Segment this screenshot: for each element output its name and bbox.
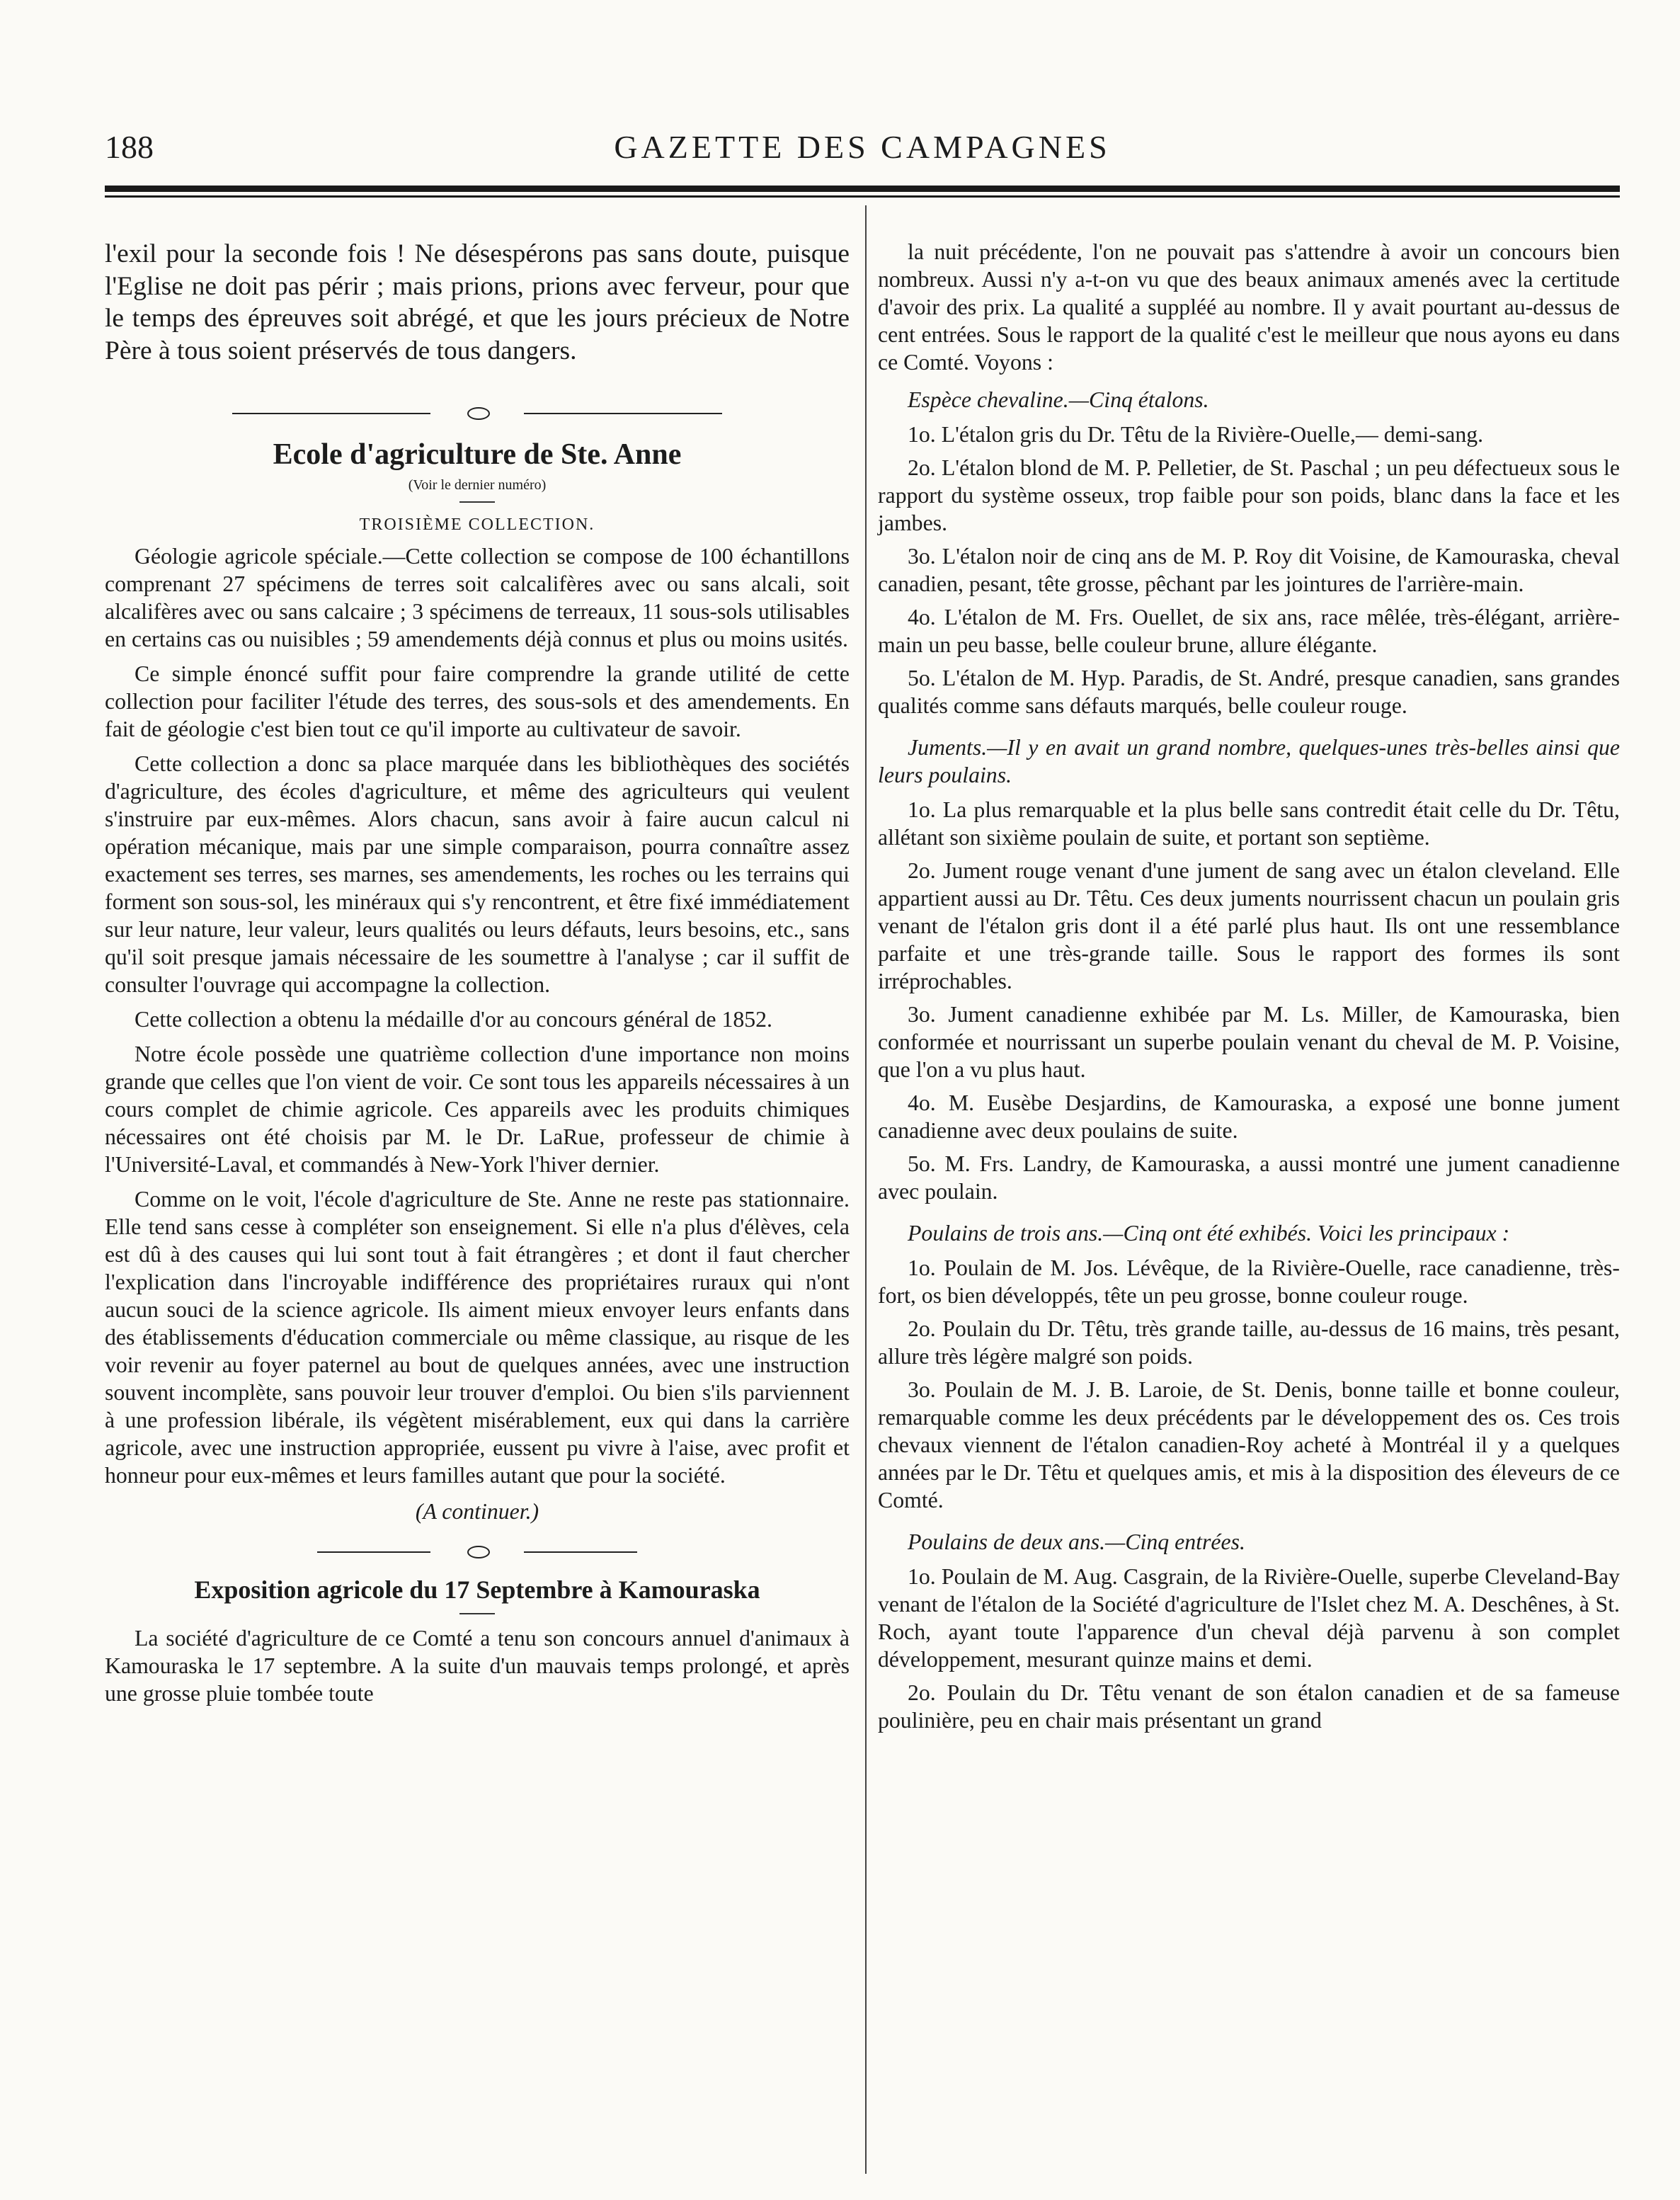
ornament-divider (105, 399, 850, 428)
ornament-center (467, 407, 490, 420)
ornament-center (467, 1546, 490, 1558)
ornament-line-left (232, 413, 430, 414)
ornament-line-right (524, 1551, 637, 1553)
article-heading-2: Exposition agricole du 17 Septembre à Kamouraska (194, 1575, 760, 1604)
list-item: 1o. La plus remarquable et la plus belle sans contredit était celle du Dr. Têtu, allétant son sixième poulain de suite, et portant son septième. (878, 797, 1620, 850)
ornament-divider-2 (105, 1538, 850, 1566)
continue-mark: (A continuer.) (415, 1499, 539, 1524)
list-item: 1o. L'étalon gris du Dr. Têtu de la Rivière-Ouelle,— demi-sang. (908, 422, 1484, 447)
page-header (105, 126, 1620, 176)
column-divider (865, 205, 867, 2174)
paragraph: Cette collection a donc sa place marquée dans les bibliothèques des sociétés d'agriculture, des écoles d'agriculture, et même des agriculteurs qui veulent s'instruire par eux-mêmes. Alors chacun, sans avoir à faire aucun calcul ni opération mécanique, mais par une simple comparaison, pourra connaître assez exactement ses terres, ses marnes, ses amendements, les roches ou les terrains qui forment son sous-sol, les minéraux qui s'y rencontrent, et être fixé immédiatement sur leur nature, leur valeur, leurs qualités ou leurs défauts, leurs besoins, etc., sans qu'il soit presque jamais nécessaire de les soumettre à l'analyse ; car il suffit de consulter l'ouvrage qui accompagne la collection. (105, 751, 850, 997)
list-item: 2o. Poulain du Dr. Têtu venant de son étalon canadien et de sa fameuse poulinière, peu en chair mais présentant un grand (878, 1680, 1620, 1733)
list-item: 4o. M. Eusèbe Desjardins, de Kamouraska, a exposé une bonne jument canadienne avec deux poulains de suite. (878, 1090, 1620, 1143)
paragraph: Notre école possède une quatrième collection d'une importance non moins grande que celles que l'on vient de voir. Ce sont tous les appareils nécessaires à un cours complet de chimie agricole. Ces appareils avec les produits chimiques nécessaires ont été choisis par M. le Dr. LaRue, professeur de chimie à l'Université-Laval, et commandés à New-York l'hiver dernier. (105, 1042, 850, 1177)
article-subnote: (Voir le dernier numéro) (408, 477, 547, 493)
running-title: GAZETTE DES CAMPAGNES (614, 129, 1111, 165)
header-rule-thin (105, 195, 1620, 198)
list-item: 1o. Poulain de M. Aug. Casgrain, de la Rivière-Ouelle, superbe Cleveland-Bay venant de l'étalon de la Société d'agriculture de l'Islet chez M. A. Deschênes, à St. Roch, ayant toute l'apparence d'un cheval déjà parvenu à son complet développement, mesurant quinze mains et demi. (878, 1564, 1620, 1672)
article-heading: Ecole d'agriculture de Ste. Anne (273, 438, 682, 471)
list-item: 3o. Jument canadienne exhibée par M. Ls. Miller, de Kamouraska, bien conformée et nourrissant un superbe poulain venant du cheval de M. P. Voisine, que l'on a vu plus haut. (878, 1002, 1620, 1082)
short-rule (459, 1613, 495, 1614)
ornament-line-left (317, 1551, 430, 1553)
section-mares (878, 734, 1620, 1205)
right-column (878, 238, 1620, 1734)
paragraph: Géologie agricole spéciale.—Cette collection se compose de 100 échantillons comprenant 27 spécimens de terres soit calcalifères avec ou sans alcali, soit alcalifères avec ou sans calcaire ; 3 spécimens de terreaux, 11 sous-sols utilisables en certains cas ou nuisibles ; 59 amendements déjà connus et plus ou moins usités. (105, 544, 850, 651)
left-column (105, 238, 850, 1707)
paragraph: Cette collection a obtenu la médaille d'or au concours général de 1852. (135, 1007, 773, 1032)
collection-title: TROISIÈME COLLECTION. (359, 515, 595, 534)
left-intro: l'exil pour la seconde fois ! Ne désespérons pas sans doute, puisque l'Eglise ne doit pas périr ; mais prions, prions avec ferveur, pour que le temps des épreuves soit abrégé, et que les jours précieux de Notre Père à tous soient préservés de tous dangers. (105, 239, 850, 365)
list-item: 3o. L'étalon noir de cinq ans de M. P. Roy dit Voisine, de Kamouraska, cheval canadien, pesant, tête grosse, pêchant par les jointures de l'arrière-main. (878, 544, 1620, 596)
section-title: Juments.—Il y en avait un grand nombre, quelques-unes très-belles ainsi que leurs poulains. (878, 735, 1620, 787)
paragraph: Comme on le voit, l'école d'agriculture de Ste. Anne ne reste pas stationnaire. Elle tend sans cesse à compléter son enseignement. Si elle n'a plus d'élèves, cela est dû à des causes qui lui sont tout à fait étrangères ; et dont il faut chercher l'explication dans l'incroyable indifférence des propriétaires ruraux qui n'ont aucun souci de la science agricole. Ils aiment mieux envoyer leurs enfants dans des établissements d'éducation commerciale ou même classique, au risque de les voir revenir au foyer paternel au bout de quelques années, avec une instruction souvent incomplète, sans pouvoir leur trouver d'emploi. Ou bien s'ils parviennent à une profession libérale, ils végètent misérablement, eux qui dans la carrière agricole, avec une instruction appropriée, eussent pu vivre à l'aise, avec profit et honneur pour eux-mêmes et leurs familles autant que pour la société. (105, 1187, 850, 1488)
section-three-year-foals (878, 1219, 1620, 1514)
section-title: Poulains de deux ans.—Cinq entrées. (908, 1529, 1245, 1554)
header-rule-thick (105, 186, 1620, 192)
section-two-year-foals (878, 1528, 1620, 1734)
list-item: 3o. Poulain de M. J. B. Laroie, de St. Denis, bonne taille et bonne couleur, remarquable comme les deux précédents par le développement des os. Ces trois chevaux viennent de l'étalon canadien-Roy acheté à Montréal il y a quelques années par le Dr. Têtu et quelques amis, et mis à la disposition des éleveurs de ce Comté. (878, 1377, 1620, 1512)
list-item: 2o. Poulain du Dr. Têtu, très grande taille, au-dessus de 16 mains, très pesant, allure très légère malgré son poids. (878, 1316, 1620, 1369)
paragraph: Ce simple énoncé suffit pour faire comprendre la grande utilité de cette collection pour faciliter l'étude des terres, des sous-sols et des amendements. En fait de géologie c'est bien tout ce qu'il importe au cultivateur de savoir. (105, 661, 850, 741)
list-item: 2o. L'étalon blond de M. P. Pelletier, de St. Paschal ; un peu défectueux sous le rapport du système osseux, trop faible pour son poids, blanc dans la face et les jambes. (878, 455, 1620, 535)
ornament-line-right (524, 413, 722, 414)
section-title: Poulains de trois ans.—Cinq ont été exhibés. Voici les principaux : (908, 1221, 1510, 1246)
list-item: 5o. M. Frs. Landry, de Kamouraska, a aussi montré une jument canadienne avec poulain. (878, 1151, 1620, 1204)
list-item: 4o. L'étalon de M. Frs. Ouellet, de six ans, race mêlée, très-élégant, arrière-main un peu basse, belle couleur brune, allure élégante. (878, 605, 1620, 657)
list-item: 5o. L'étalon de M. Hyp. Paradis, de St. André, presque canadien, sans grandes qualités comme sans défauts marqués, belle couleur rouge. (878, 666, 1620, 718)
page-number: 188 (105, 129, 154, 165)
right-intro: la nuit précédente, l'on ne pouvait pas s'attendre à avoir un concours bien nombreux. Aussi n'y a-t-on vu que des beaux animaux amenés avec la certitude d'avoir des prix. La qualité a suppléé au nombre. Il y avait pourtant au-dessus de cent entrées. Sous le rapport de la qualité c'est le meilleur que nous ayons eu dans ce Comté. Voyons : (878, 239, 1620, 375)
section-title: Espèce chevaline.—Cinq étalons. (908, 387, 1209, 412)
list-item: 1o. Poulain de M. Jos. Lévêque, de la Rivière-Ouelle, race canadienne, très-fort, os bien développés, tête un peu grosse, bonne couleur rouge. (878, 1255, 1620, 1308)
short-rule (459, 501, 495, 503)
section-stallions (878, 386, 1620, 719)
paragraph: La société d'agriculture de ce Comté a tenu son concours annuel d'animaux à Kamouraska le 17 septembre. A la suite d'un mauvais temps prolongé, et après une grosse pluie tombée toute (105, 1626, 850, 1706)
list-item: 2o. Jument rouge venant d'une jument de sang avec un étalon cleveland. Elle appartient aussi au Dr. Têtu. Ces deux juments nourrissent chacun un poulain gris venant de l'étalon gris dont il a été parlé plus haut. Ils ont une ressemblance parfaite et une très-grande taille. Sous le rapport des formes ils sont irréprochables. (878, 858, 1620, 993)
